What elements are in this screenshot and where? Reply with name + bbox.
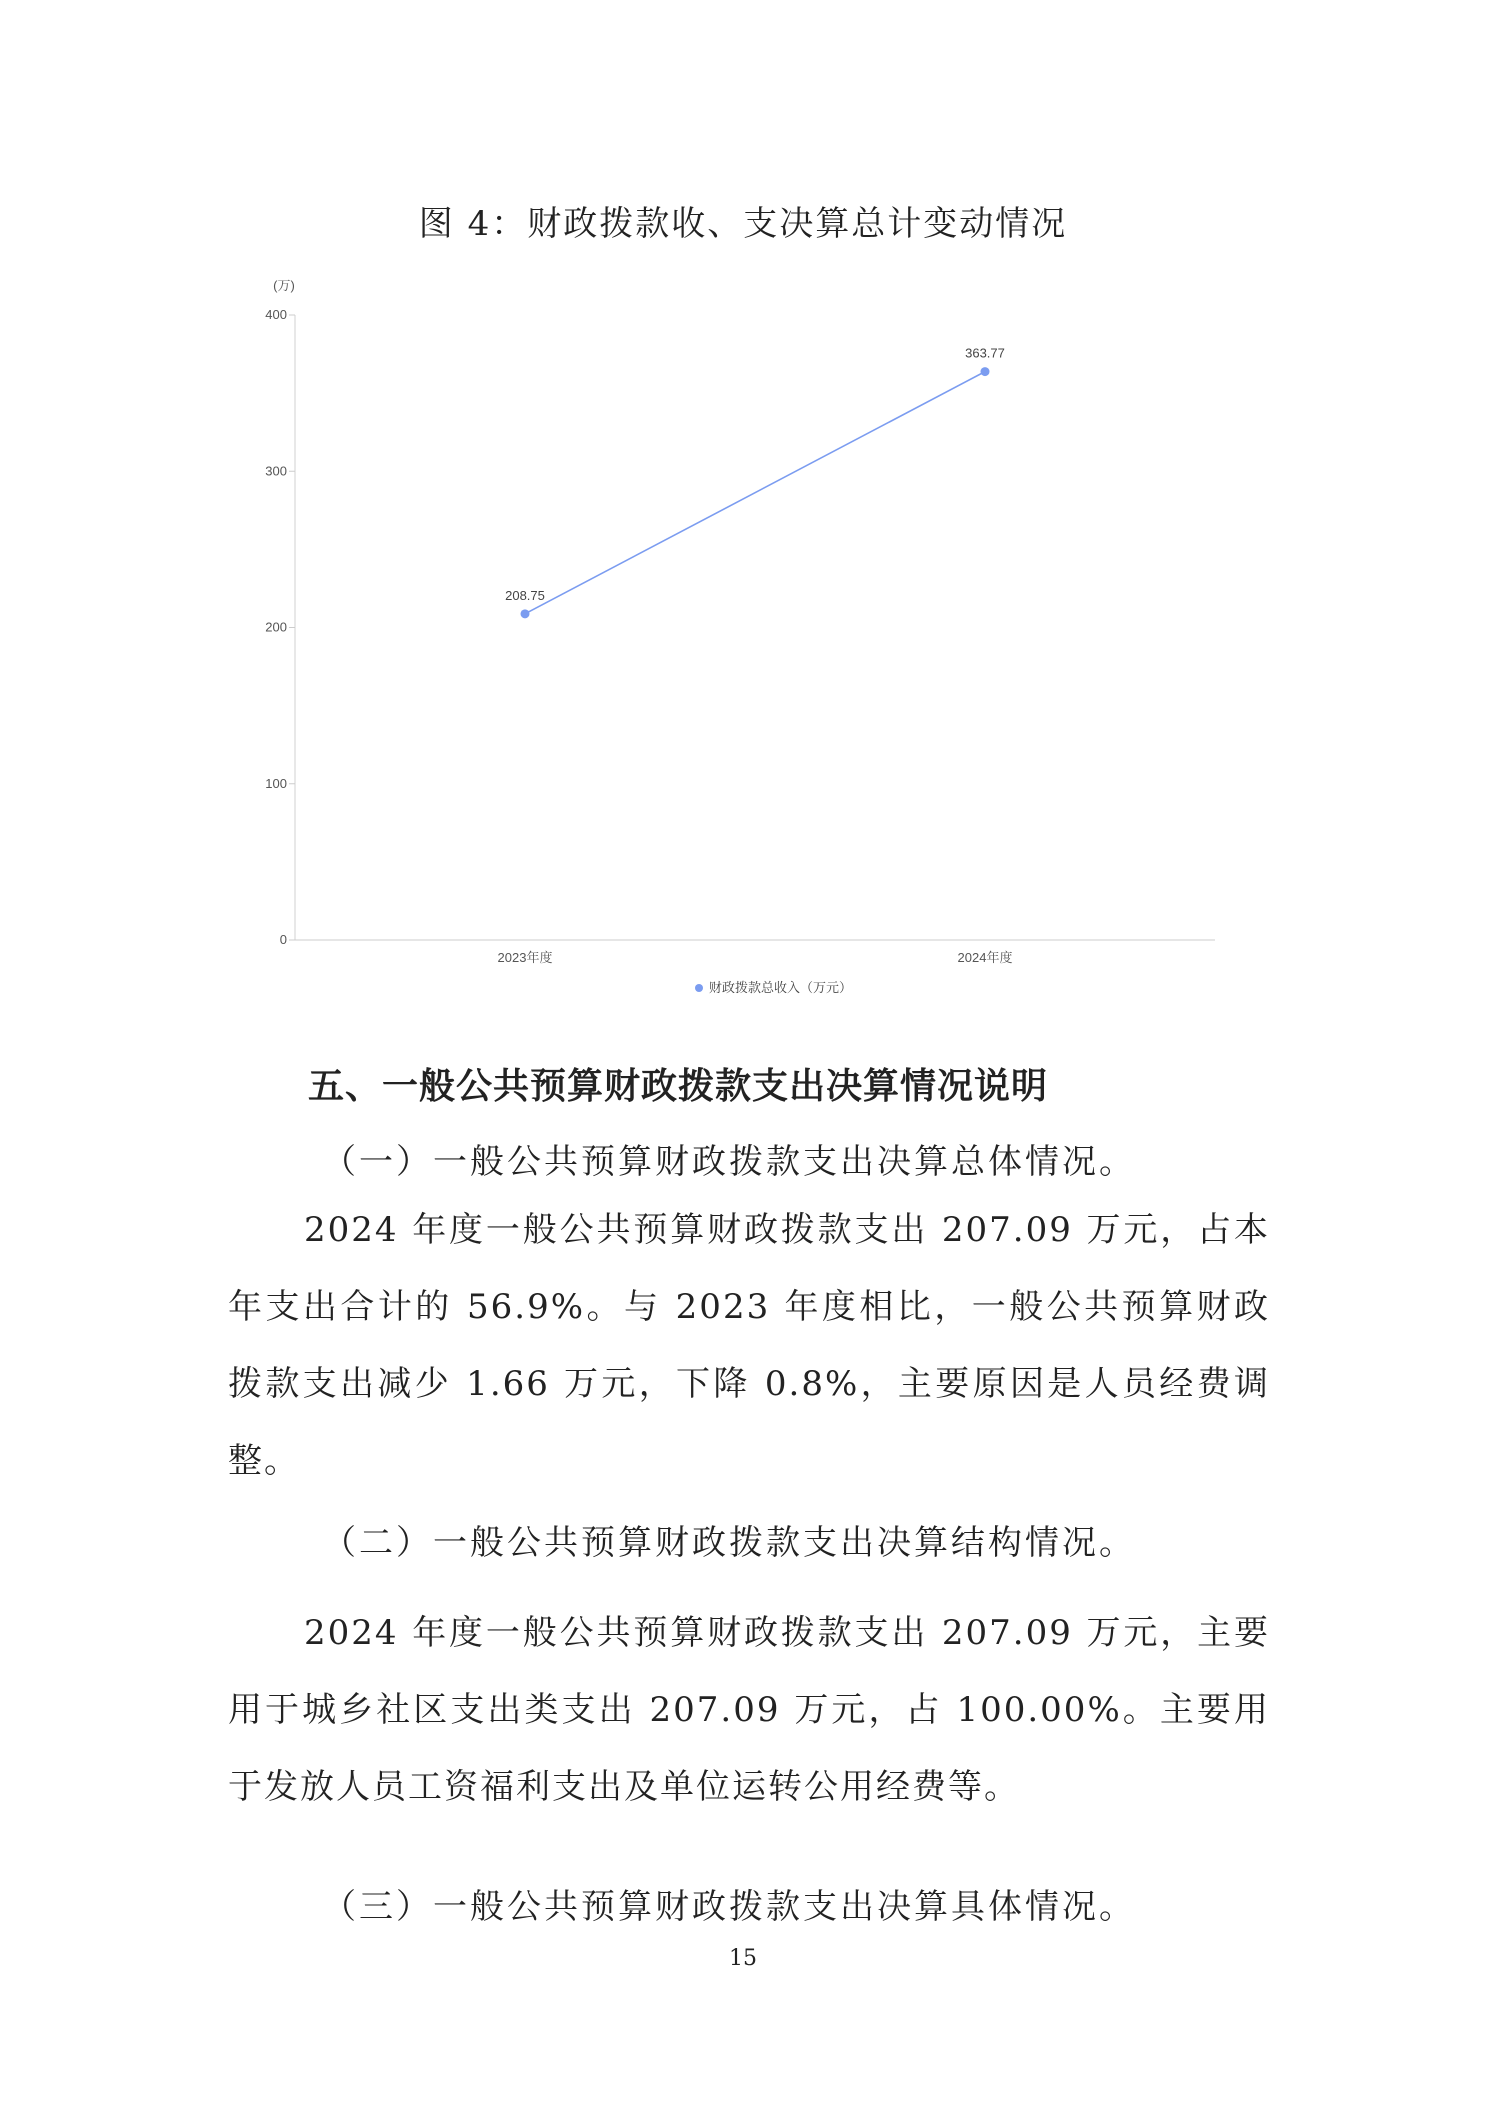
data-label: 208.75	[505, 587, 545, 603]
page-number: 15	[729, 1946, 757, 1971]
line-chart	[240, 270, 1240, 1010]
y-tick-label: 200	[265, 619, 287, 635]
y-tick-label: 0	[279, 932, 287, 947]
series-group	[505, 346, 1005, 619]
y-tick-label: 100	[265, 775, 287, 791]
x-ticks	[498, 950, 1013, 965]
legend-marker	[695, 984, 703, 992]
data-point	[981, 367, 990, 376]
subheading-detail: （三）一般公共预算财政拨款支出决算具体情况。	[322, 1887, 1136, 1927]
subheading-structure: （二）一般公共预算财政拨款支出决算结构情况。	[322, 1523, 1136, 1563]
y-tick-label: 400	[265, 307, 287, 322]
paragraph-overall: 2024 年度一般公共预算财政拨款支出 207.09 万元，占本年支出合计的 56.9%。与 2023 年度相比，一般公共预算财政拨款支出减少 1.66 万元，下降 0.8%，主要原因是人员经费调整。	[228, 1210, 1270, 1481]
section-heading: 五、一般公共预算财政拨款支出决算情况说明	[308, 1066, 1049, 1107]
y-ticks	[265, 307, 295, 947]
paragraph-structure: 2024 年度一般公共预算财政拨款支出 207.09 万元，主要用于城乡社区支出类支出 207.09 万元，占 100.00%。主要用于发放人员工资福利支出及单位运转公用经费等。	[228, 1613, 1270, 1807]
data-point	[521, 609, 530, 618]
x-tick-label: 2024年度	[957, 950, 1013, 965]
y-tick-label: 300	[265, 463, 287, 479]
legend	[695, 980, 852, 995]
series-line	[525, 372, 985, 614]
data-label: 363.77	[965, 345, 1005, 361]
x-tick-label: 2023年度	[497, 950, 553, 965]
figure-title: 图 4：财政拨款收、支决算总计变动情况	[418, 204, 1068, 244]
subheading-overall: （一）一般公共预算财政拨款支出决算总体情况。	[322, 1142, 1136, 1182]
y-axis-unit-label: (万)	[273, 278, 295, 293]
legend-label: 财政拨款总收入（万元）	[709, 980, 853, 995]
